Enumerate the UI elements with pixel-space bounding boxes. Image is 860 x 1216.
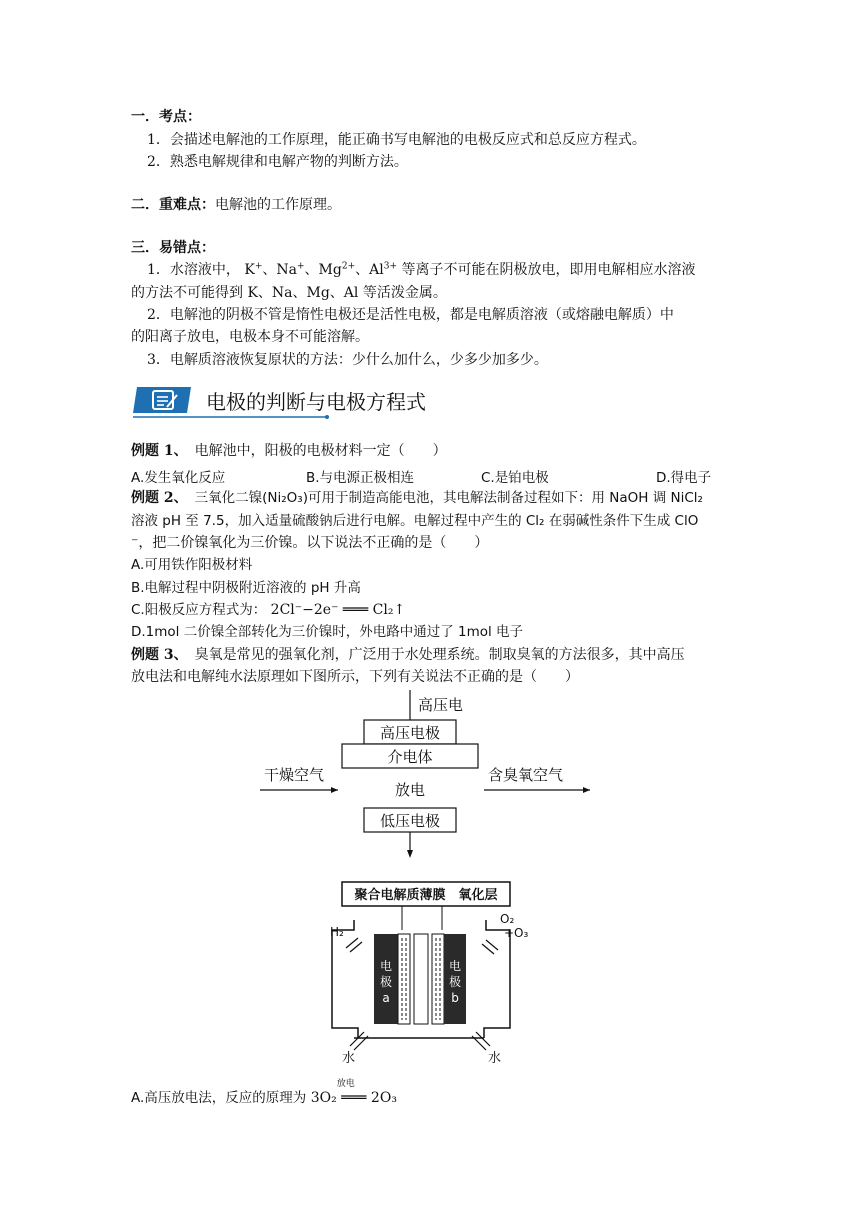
- banner-title: 电极的判断与电极方程式: [206, 390, 426, 414]
- ex3-line2: 放电法和电解纯水法原理如下图所示，下列有关说法不正确的是（ ）: [131, 669, 579, 685]
- fig2-electrode-b-char1: 电: [448, 959, 462, 973]
- fig2-electrode-b-char3: b: [451, 991, 459, 1005]
- section3-item1-suffix: 等离子不可能在阴极放电，即用电解相应水溶液: [401, 262, 696, 278]
- fig2-electrode-a-char3: a: [382, 991, 390, 1005]
- section1-item-1: 1．会描述电解池的工作原理，能正确书写电解池的电极反应式和总反应方程式。: [147, 132, 646, 148]
- ozone-diagram: [250, 690, 610, 1070]
- section2-text: 电解池的工作原理。: [215, 197, 341, 213]
- ex2-option-a: A.可用铁作阳极材料: [131, 557, 253, 573]
- fig1-ozone-air-label: 含臭氧空气: [488, 766, 564, 784]
- ex1-option-a: A.发生氧化反应: [131, 470, 226, 486]
- section2-heading: 二．重难点：: [131, 197, 215, 213]
- fig2-o3-label: +O₃: [504, 926, 529, 940]
- ex2-option-c: C.阳极反应方程式为：: [131, 602, 267, 618]
- section3-heading: 三．易错点：: [131, 240, 215, 256]
- ex2-text-1: 三氧化二镍(Ni₂O₃)可用于制造高能电池，其电解法制备过程如下：用 NaOH 调 NiCl₂: [194, 490, 703, 506]
- section3-item2-line1: 2．电解池的阴极不管是惰性电极还是活性电极，都是电解质溶液（或熔融电解质）中: [147, 307, 674, 323]
- ex3-option-a-equation: 3O₂ ═══ 2O₃: [310, 1090, 397, 1106]
- ex3-label: 例题 3、: [131, 647, 181, 663]
- ex1-option-c: C.是铂电极: [481, 470, 549, 486]
- section3-item1-line2: 的方法不可能得到 K、Na、Mg、Al 等活泼金属。: [131, 285, 447, 301]
- arrow-down-icon: [407, 850, 413, 858]
- fig2-h2-label: H₂: [330, 925, 344, 939]
- arrow-right-icon: [583, 787, 590, 793]
- fig1-discharge-label: 放电: [394, 781, 426, 799]
- fig2-electrode-b-char2: 极: [448, 975, 462, 989]
- fig2-porous-layer-left: [398, 934, 410, 1024]
- ex2-line2: 溶液 pH 至 7.5，加入适量硫酸钠后进行电解。电解过程中产生的 Cl₂ 在弱碱性条件下生成 ClO: [131, 513, 699, 529]
- fig1-hv-electrode-label: 高压电极: [379, 724, 441, 742]
- fig2-header-label: 聚合电解质薄膜 氧化层: [354, 888, 498, 903]
- ex3-option-a-line: [131, 1079, 397, 1107]
- ex1-option-b: B.与电源正极相连: [306, 470, 415, 486]
- ex2-option-c-equation: 2Cl⁻−2e⁻ ═══ Cl₂↑: [270, 602, 406, 618]
- ex1-option-d: D.得电子: [656, 470, 712, 486]
- ex2-option-b: B.电解过程中阴极附近溶液的 pH 升高: [131, 580, 361, 596]
- ex2-option-d: D.1mol 二价镍全部转化为三价镍时，外电路中通过了 1mol 电子: [131, 624, 524, 640]
- section3-item2-line2: 的阳离子放电，电极本身不可能溶解。: [131, 329, 369, 345]
- fig2-electrode-a-char2: 极: [379, 975, 393, 989]
- ex3-option-a-condition: 放电: [336, 1079, 355, 1089]
- ex1-label: 例题 1、: [131, 443, 181, 459]
- fig2-water-right-label: 水: [488, 1051, 502, 1066]
- ex3-text-1: 臭氧是常见的强氧化剂，广泛用于水处理系统。制取臭氧的方法很多，其中高压: [194, 647, 685, 663]
- ex2-line3: ⁻，把二价镍氧化为三价镍。以下说法不正确的是（ ）: [131, 535, 489, 551]
- fig1-lv-electrode-label: 低压电极: [379, 812, 441, 830]
- ion-list: K+、Na+、$Mg^{2+}$、$Al^{3+}$: [244, 261, 397, 278]
- fig2-porous-layer-right: [432, 934, 444, 1024]
- ex2-line1: [131, 489, 703, 507]
- fig1-hv-label: 高压电: [418, 696, 464, 714]
- ex3-option-a-equation-wrap: [310, 1079, 397, 1107]
- fig2-o2-label: O₂: [500, 912, 515, 926]
- ex3-option-a: A.高压放电法，反应的原理为: [131, 1090, 307, 1106]
- section1-heading: 一．考点：: [131, 109, 201, 125]
- ex2-option-c-line: [131, 601, 405, 619]
- fig2-water-left-label: 水: [342, 1051, 356, 1066]
- section3-item1-line1: [147, 261, 695, 279]
- fig2-membrane: [414, 934, 428, 1024]
- arrow-right-icon: [331, 787, 338, 793]
- fig1-dielectric-label: 介电体: [387, 748, 433, 766]
- ex3-line1: [131, 646, 685, 664]
- ex2-label: 例题 2、: [131, 490, 181, 506]
- fig1-dry-air-label: 干燥空气: [264, 766, 325, 784]
- section3-item3: 3．电解质溶液恢复原状的方法：少什么加什么，少多少加多少。: [147, 352, 548, 368]
- section1-item-2: 2．熟悉电解规律和电解产物的判断方法。: [147, 154, 408, 170]
- section3-item1-prefix: 1．水溶液中，: [147, 262, 240, 278]
- ex1-question: 电解池中，阳极的电极材料一定（ ）: [194, 443, 447, 459]
- fig2-electrode-a-char1: 电: [379, 959, 393, 973]
- ex1-question-line: [131, 442, 447, 460]
- section2-line: [131, 196, 341, 214]
